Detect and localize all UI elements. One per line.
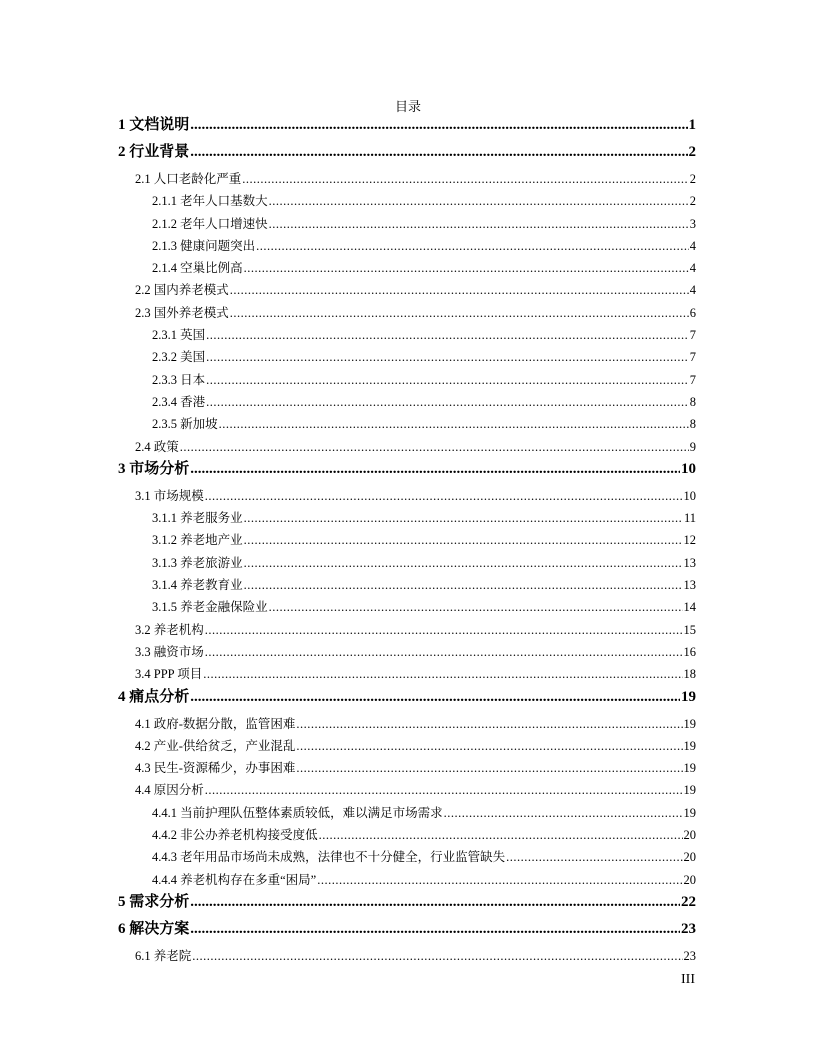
table-of-contents <box>118 114 696 967</box>
toc-entry-page: 10 <box>683 488 696 503</box>
toc-entry-label: 4.4 原因分析 <box>135 783 204 798</box>
toc-entry-page: 18 <box>683 667 696 682</box>
toc-entry-page: 22 <box>681 893 696 910</box>
toc-entry-page: 8 <box>689 417 696 432</box>
toc-entry[interactable] <box>118 779 696 801</box>
toc-entry-label: 2.3.1 英国 <box>152 328 206 343</box>
dot-leader <box>205 779 683 801</box>
toc-entry[interactable] <box>118 846 696 868</box>
dot-leader <box>190 458 680 481</box>
toc-entry-page: 2 <box>689 172 696 186</box>
toc-entry[interactable] <box>118 507 696 529</box>
toc-entry-page: 7 <box>689 372 696 387</box>
toc-entry-page: 7 <box>689 328 696 343</box>
toc-entry-label: 6 解决方案 <box>118 920 190 937</box>
toc-entry-page: 13 <box>683 578 696 593</box>
toc-entry-page: 23 <box>681 920 696 937</box>
dot-leader <box>506 846 682 868</box>
toc-entry[interactable] <box>118 686 696 713</box>
dot-leader <box>244 507 683 529</box>
toc-entry-page: 11 <box>683 511 696 526</box>
toc-entry-label: 3.4 PPP 项目 <box>135 667 203 682</box>
dot-leader <box>319 824 683 846</box>
toc-entry-page: 19 <box>683 761 696 776</box>
toc-entry[interactable] <box>118 735 696 757</box>
toc-entry[interactable] <box>118 369 696 391</box>
toc-entry[interactable] <box>118 213 696 235</box>
toc-entry[interactable] <box>118 436 696 458</box>
toc-entry[interactable] <box>118 485 696 507</box>
dot-leader <box>190 918 680 941</box>
toc-entry[interactable] <box>118 824 696 846</box>
toc-entry-label: 4 痛点分析 <box>118 688 190 705</box>
toc-entry-label: 4.4.1 当前护理队伍整体素质较低，难以满足市场需求 <box>152 805 443 820</box>
dot-leader <box>190 686 680 709</box>
toc-entry-page: 20 <box>683 850 696 865</box>
dot-leader <box>205 619 683 641</box>
toc-entry-page: 7 <box>689 350 696 365</box>
dot-leader <box>206 391 689 413</box>
toc-entry[interactable] <box>118 114 696 141</box>
toc-entry-label: 2.1.2 老年人口增速快 <box>152 216 268 231</box>
toc-entry-page: 1 <box>688 117 696 133</box>
toc-entry[interactable] <box>118 552 696 574</box>
toc-entry[interactable] <box>118 391 696 413</box>
toc-entry[interactable] <box>118 918 696 945</box>
toc-entry[interactable] <box>118 891 696 918</box>
toc-entry-page: 8 <box>689 394 696 409</box>
toc-entry-page: 20 <box>683 828 696 843</box>
toc-entry-label: 2 行业背景 <box>118 144 190 160</box>
toc-entry-page: 3 <box>689 216 696 231</box>
toc-entry-label: 4.2 产业-供给贫乏，产业混乱 <box>135 738 296 753</box>
dot-leader <box>296 713 682 735</box>
dot-leader <box>205 641 683 663</box>
toc-entry-page: 16 <box>683 644 696 659</box>
toc-entry-page: 19 <box>683 805 696 820</box>
toc-entry-label: 4.4.2 非公办养老机构接受度低 <box>152 828 318 843</box>
toc-entry[interactable] <box>118 713 696 735</box>
toc-entry[interactable] <box>118 346 696 368</box>
toc-entry-page: 14 <box>683 600 696 615</box>
dot-leader <box>317 869 682 891</box>
toc-entry[interactable] <box>118 663 696 685</box>
toc-entry[interactable] <box>118 279 696 301</box>
toc-entry[interactable] <box>118 757 696 779</box>
dot-leader <box>203 663 682 685</box>
dot-leader <box>219 413 689 435</box>
dot-leader <box>256 235 689 257</box>
toc-entry-label: 2.3.5 新加坡 <box>152 417 218 432</box>
toc-entry-page: 19 <box>683 738 696 753</box>
toc-entry-label: 3.1 市场规模 <box>135 488 204 503</box>
toc-entry[interactable] <box>118 413 696 435</box>
toc-entry-page: 2 <box>688 144 696 160</box>
toc-entry-label: 3.1.2 养老地产业 <box>152 533 243 548</box>
toc-entry[interactable] <box>118 235 696 257</box>
dot-leader <box>244 552 683 574</box>
toc-entry-label: 2.1.1 老年人口基数大 <box>152 194 268 209</box>
toc-entry-label: 2.3 国外养老模式 <box>135 305 229 320</box>
toc-title: 目录 <box>394 99 421 114</box>
dot-leader <box>244 574 683 596</box>
dot-leader <box>296 757 682 779</box>
toc-entry-page: 2 <box>689 194 696 209</box>
dot-leader <box>244 257 689 279</box>
toc-entry-page: 19 <box>683 716 696 731</box>
dot-leader <box>269 190 689 212</box>
toc-entry-label: 2.4 政策 <box>135 439 179 454</box>
dot-leader <box>206 369 689 391</box>
toc-entry-label: 2.1.4 空巢比例高 <box>152 261 243 276</box>
page-number: III <box>681 972 695 987</box>
toc-entry-label: 3 市场分析 <box>118 460 190 477</box>
dot-leader <box>206 346 689 368</box>
toc-entry-page: 20 <box>683 872 696 887</box>
toc-entry-page: 13 <box>683 555 696 570</box>
toc-entry[interactable] <box>118 574 696 596</box>
dot-leader <box>269 213 689 235</box>
dot-leader <box>230 302 689 324</box>
toc-entry-label: 4.4.4 养老机构存在多重“困局” <box>152 872 317 887</box>
toc-entry[interactable] <box>118 869 696 891</box>
toc-entry-page: 4 <box>689 238 696 253</box>
toc-entry[interactable] <box>118 302 696 324</box>
toc-entry[interactable] <box>118 141 696 168</box>
toc-entry-label: 3.2 养老机构 <box>135 622 204 637</box>
toc-entry-label: 4.4.3 老年用品市场尚未成熟，法律也不十分健全，行业监管缺失 <box>152 850 506 865</box>
toc-entry-page: 4 <box>689 261 696 276</box>
dot-leader <box>269 596 683 618</box>
dot-leader <box>444 802 683 824</box>
toc-entry[interactable] <box>118 529 696 551</box>
toc-entry-label: 2.3.2 美国 <box>152 350 206 365</box>
toc-entry[interactable] <box>118 324 696 346</box>
toc-entry-label: 3.1.1 养老服务业 <box>152 511 243 526</box>
toc-entry-label: 3.1.5 养老金融保险业 <box>152 600 268 615</box>
toc-entry[interactable] <box>118 641 696 663</box>
dot-leader <box>180 436 689 458</box>
toc-entry-page: 23 <box>683 948 696 963</box>
toc-entry-label: 3.3 融资市场 <box>135 644 204 659</box>
dot-leader <box>192 945 682 967</box>
toc-entry-label: 2.1.3 健康问题突出 <box>152 238 256 253</box>
toc-entry-page: 4 <box>689 283 696 298</box>
toc-entry-label: 2.3.4 香港 <box>152 394 206 409</box>
toc-entry[interactable] <box>118 168 696 190</box>
toc-entry-label: 4.3 民生-资源稀少，办事困难 <box>135 761 296 776</box>
dot-leader <box>242 168 688 190</box>
toc-entry-page: 12 <box>683 533 696 548</box>
toc-entry-label: 3.1.4 养老教育业 <box>152 578 243 593</box>
toc-entry[interactable] <box>118 458 696 485</box>
toc-entry[interactable] <box>118 802 696 824</box>
toc-entry-label: 4.1 政府-数据分散，监管困难 <box>135 716 296 731</box>
toc-entry-page: 19 <box>683 783 696 798</box>
dot-leader <box>190 114 687 137</box>
toc-entry-page: 15 <box>683 622 696 637</box>
dot-leader <box>190 891 680 914</box>
dot-leader <box>244 529 683 551</box>
toc-entry[interactable] <box>118 190 696 212</box>
toc-entry-label: 6.1 养老院 <box>135 948 192 963</box>
toc-entry[interactable] <box>118 257 696 279</box>
toc-entry-page: 6 <box>689 305 696 320</box>
dot-leader <box>205 485 683 507</box>
toc-entry-page: 19 <box>681 688 696 705</box>
toc-entry-label: 2.1 人口老龄化严重 <box>135 172 242 186</box>
toc-entry[interactable] <box>118 619 696 641</box>
dot-leader <box>296 735 682 757</box>
toc-entry-label: 3.1.3 养老旅游业 <box>152 555 243 570</box>
dot-leader <box>190 141 687 164</box>
toc-entry-page: 9 <box>689 439 696 454</box>
dot-leader <box>230 279 689 301</box>
toc-entry[interactable] <box>118 596 696 618</box>
dot-leader <box>206 324 689 346</box>
toc-entry-label: 1 文档说明 <box>118 117 190 133</box>
toc-entry[interactable] <box>118 945 696 967</box>
toc-entry-label: 5 需求分析 <box>118 893 190 910</box>
toc-entry-label: 2.3.3 日本 <box>152 372 206 387</box>
toc-entry-page: 10 <box>681 460 696 477</box>
toc-entry-label: 2.2 国内养老模式 <box>135 283 229 298</box>
